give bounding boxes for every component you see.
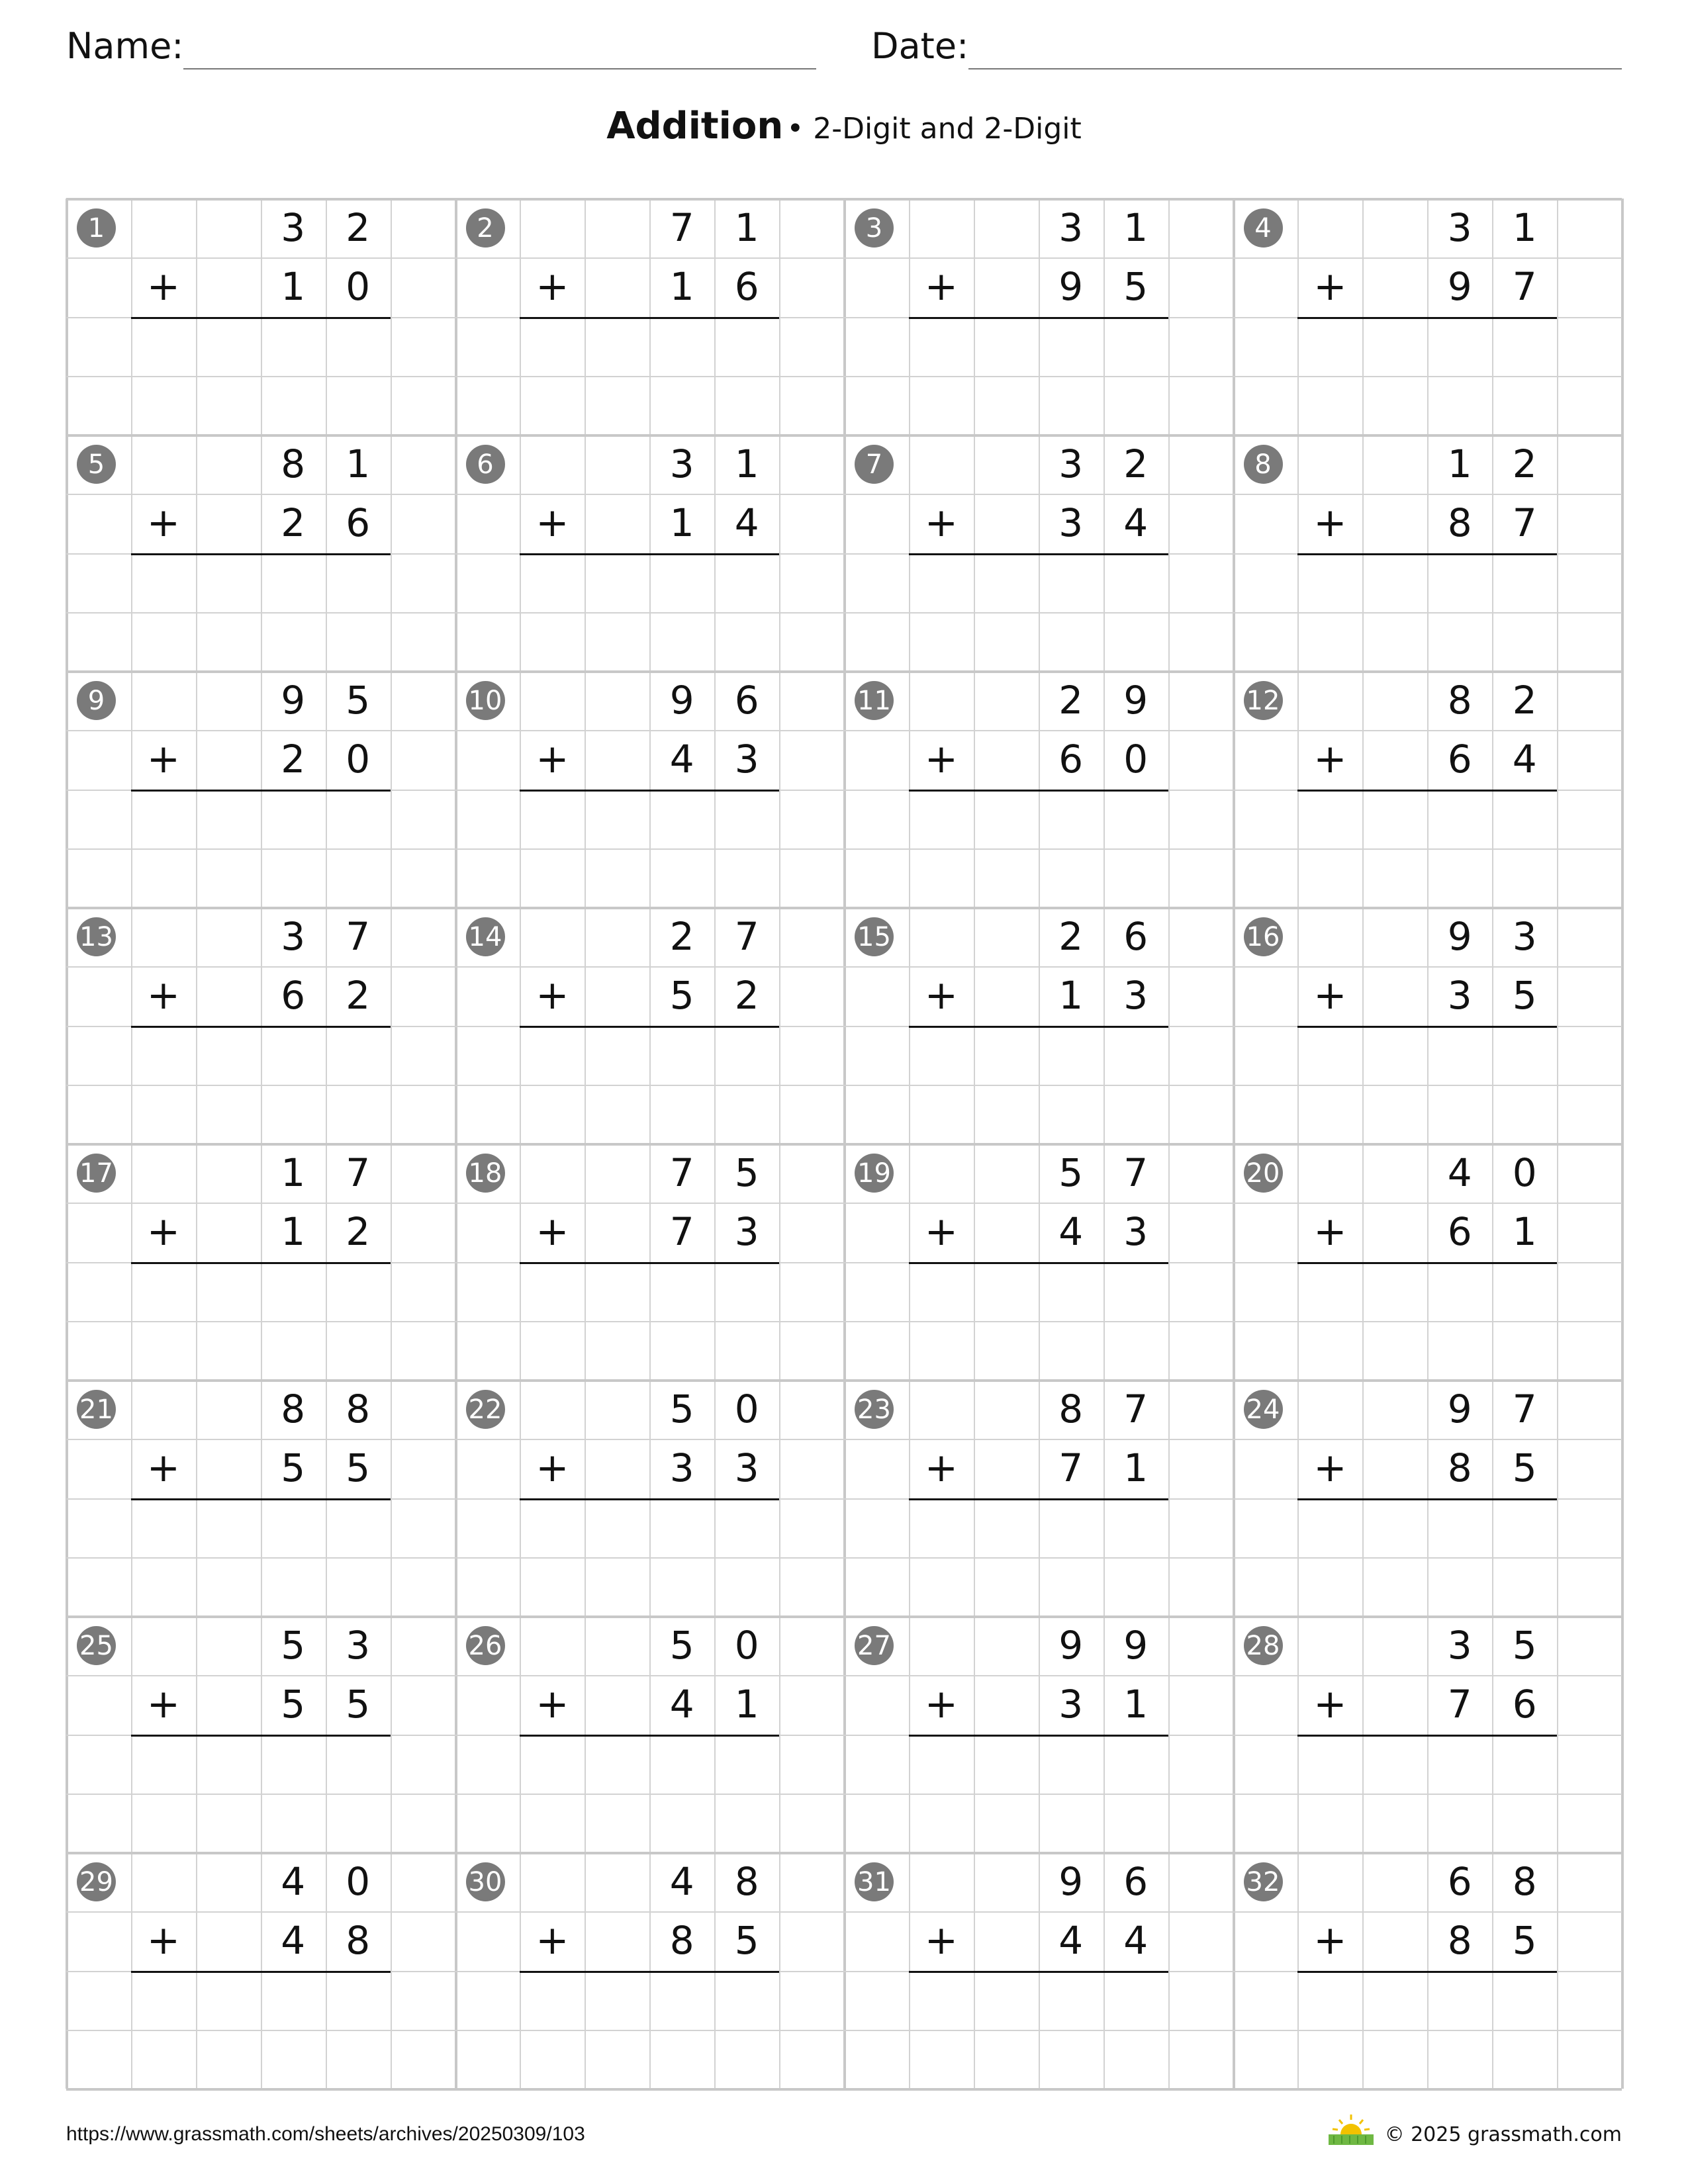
answer-area[interactable] (520, 1974, 779, 2087)
addend-top-digit: 4 (1447, 1150, 1472, 1195)
answer-area[interactable] (520, 1737, 779, 1850)
addend-bottom-digit: 7 (669, 1209, 694, 1255)
addend-top-digit: 7 (346, 914, 371, 959)
addend-top-digit: 7 (669, 1150, 694, 1195)
problem-number-badge: 5 (77, 445, 116, 484)
footer-url[interactable]: https://www.grassmath.com/sheets/archives/20250309/103 (66, 2123, 585, 2145)
answer-area[interactable] (1297, 792, 1557, 905)
addend-top-digit: 7 (1123, 1387, 1149, 1432)
addend-bottom-digit: 4 (669, 737, 694, 782)
plus-sign: + (1313, 1917, 1347, 1964)
answer-line (909, 317, 1168, 319)
addend-top-digit: 1 (734, 205, 759, 250)
plus-sign: + (1313, 736, 1347, 783)
addend-top-digit: 2 (1123, 441, 1149, 486)
addend-top-digit: 2 (1058, 914, 1084, 959)
addend-top-digit: 1 (281, 1150, 306, 1195)
addend-bottom-digit: 5 (346, 1445, 371, 1491)
answer-area[interactable] (131, 1501, 391, 1614)
plus-sign: + (146, 1681, 181, 1728)
problem-number-badge: 12 (1244, 681, 1283, 720)
problem-number-badge: 6 (466, 445, 505, 484)
answer-line (520, 1735, 779, 1737)
addend-bottom-digit: 1 (734, 1682, 759, 1727)
addend-top-digit: 8 (346, 1387, 371, 1432)
addend-top-digit: 6 (1123, 914, 1149, 959)
addend-top-digit: 8 (1447, 678, 1472, 723)
plus-sign: + (1313, 1445, 1347, 1492)
plus-sign: + (536, 500, 569, 547)
plus-sign: + (924, 500, 959, 547)
plus-sign: + (1313, 263, 1347, 310)
answer-line (520, 1971, 779, 1973)
date-field[interactable] (968, 68, 1622, 69)
addend-top-digit: 2 (1512, 678, 1537, 723)
addend-bottom-digit: 5 (1123, 264, 1149, 310)
plus-sign: + (536, 1681, 569, 1728)
answer-area[interactable] (520, 1028, 779, 1142)
addend-bottom-digit: 3 (669, 1445, 694, 1491)
addend-top-digit: 5 (669, 1387, 694, 1432)
problem-block (844, 435, 1233, 671)
problem-number-badge: 15 (855, 917, 894, 956)
plus-sign: + (146, 263, 181, 310)
addend-bottom-digit: 3 (1447, 973, 1472, 1019)
addend-bottom-digit: 1 (281, 264, 306, 310)
addend-top-digit: 6 (734, 678, 759, 723)
problem-block (844, 1616, 1233, 1852)
problem-block (66, 907, 455, 1144)
addend-top-digit: 7 (734, 914, 759, 959)
addend-top-digit: 0 (734, 1623, 759, 1668)
addend-top-digit: 3 (1512, 914, 1537, 959)
answer-line (131, 1498, 391, 1500)
problem-block (1233, 1144, 1622, 1380)
answer-line (520, 1262, 779, 1264)
addend-bottom-digit: 1 (281, 1209, 306, 1255)
addend-bottom-digit: 1 (1512, 1209, 1537, 1255)
addend-bottom-digit: 3 (1123, 973, 1149, 1019)
addend-top-digit: 3 (281, 914, 306, 959)
addend-top-digit: 9 (1447, 1387, 1472, 1432)
addend-top-digit: 8 (734, 1859, 759, 1904)
addend-bottom-digit: 3 (1058, 1682, 1084, 1727)
problem-number-badge: 13 (77, 917, 116, 956)
addend-top-digit: 5 (1058, 1150, 1084, 1195)
problem-number-badge: 22 (466, 1390, 505, 1429)
answer-area[interactable] (909, 1974, 1168, 2087)
addend-bottom-digit: 5 (669, 973, 694, 1019)
answer-line (1297, 1026, 1557, 1028)
addend-top-digit: 9 (281, 678, 306, 723)
addend-bottom-digit: 5 (734, 1918, 759, 1964)
problem-number-badge: 19 (855, 1154, 894, 1193)
sun-over-grass-logo-icon (1327, 2113, 1375, 2146)
addend-top-digit: 2 (1512, 441, 1537, 486)
addend-bottom-digit: 2 (281, 500, 306, 546)
addend-top-digit: 4 (281, 1859, 306, 1904)
problem-number-badge: 21 (77, 1390, 116, 1429)
addend-top-digit: 9 (1447, 914, 1472, 959)
addend-bottom-digit: 2 (281, 737, 306, 782)
addend-bottom-digit: 4 (669, 1682, 694, 1727)
addend-top-digit: 9 (1058, 1623, 1084, 1668)
answer-line (909, 1971, 1168, 1973)
addend-top-digit: 1 (1447, 441, 1472, 486)
problem-number-badge: 25 (77, 1626, 116, 1665)
answer-line (520, 1498, 779, 1500)
answer-line (131, 1262, 391, 1264)
addend-top-digit: 5 (281, 1623, 306, 1668)
addend-bottom-digit: 4 (1123, 1918, 1149, 1964)
problem-block (844, 1852, 1233, 2089)
problem-block (1233, 199, 1622, 435)
addend-bottom-digit: 6 (734, 264, 759, 310)
addend-top-digit: 2 (669, 914, 694, 959)
answer-line (131, 1735, 391, 1737)
plus-sign: + (924, 1681, 959, 1728)
plus-sign: + (924, 263, 959, 310)
title-main: Addition (606, 105, 784, 148)
problem-number-badge: 11 (855, 681, 894, 720)
answer-line (909, 1262, 1168, 1264)
addend-top-digit: 3 (1058, 441, 1084, 486)
addend-top-digit: 1 (1512, 205, 1537, 250)
addend-top-digit: 1 (1123, 205, 1149, 250)
answer-area[interactable] (1297, 320, 1557, 433)
problem-block (66, 1852, 455, 2089)
addend-top-digit: 5 (1512, 1623, 1537, 1668)
problem-block (1233, 1616, 1622, 1852)
addend-bottom-digit: 5 (346, 1682, 371, 1727)
addend-bottom-digit: 4 (1058, 1209, 1084, 1255)
answer-area[interactable] (1297, 1265, 1557, 1378)
addend-bottom-digit: 6 (1058, 737, 1084, 782)
addend-bottom-digit: 8 (1447, 1445, 1472, 1491)
plus-sign: + (536, 263, 569, 310)
addend-bottom-digit: 6 (1512, 1682, 1537, 1727)
problem-block (66, 671, 455, 907)
answer-area[interactable] (909, 320, 1168, 433)
addend-bottom-digit: 5 (1512, 1445, 1537, 1491)
addend-top-digit: 3 (669, 441, 694, 486)
answer-line (520, 317, 779, 319)
problem-number-badge: 3 (855, 208, 894, 248)
addend-bottom-digit: 8 (1447, 1918, 1472, 1964)
addend-bottom-digit: 7 (1058, 1445, 1084, 1491)
addend-bottom-digit: 1 (669, 500, 694, 546)
plus-sign: + (924, 1917, 959, 1964)
plus-sign: + (146, 1208, 181, 1255)
answer-area[interactable] (1297, 1737, 1557, 1850)
problem-grid (66, 199, 1622, 2089)
problem-number-badge: 18 (466, 1154, 505, 1193)
answer-area[interactable] (1297, 1501, 1557, 1614)
answer-line (1297, 790, 1557, 792)
addend-bottom-digit: 7 (1512, 500, 1537, 546)
answer-line (520, 1026, 779, 1028)
plus-sign: + (924, 972, 959, 1019)
addend-top-digit: 8 (281, 441, 306, 486)
addend-top-digit: 7 (669, 205, 694, 250)
answer-area[interactable] (909, 1265, 1168, 1378)
problem-number-badge: 14 (466, 917, 505, 956)
problem-block (66, 435, 455, 671)
addend-top-digit: 4 (669, 1859, 694, 1904)
addend-bottom-digit: 8 (669, 1918, 694, 1964)
addend-bottom-digit: 3 (1058, 500, 1084, 546)
problem-number-badge: 32 (1244, 1862, 1283, 1901)
problem-block (1233, 435, 1622, 671)
plus-sign: + (1313, 972, 1347, 1019)
addend-bottom-digit: 6 (1447, 1209, 1472, 1255)
problem-number-badge: 17 (77, 1154, 116, 1193)
footer-copyright: © 2025 grassmath.com (1384, 2123, 1622, 2146)
addend-bottom-digit: 7 (1447, 1682, 1472, 1727)
date-label: Date: (871, 25, 969, 67)
plus-sign: + (146, 736, 181, 783)
answer-line (131, 553, 391, 555)
addend-top-digit: 3 (281, 205, 306, 250)
answer-area[interactable] (520, 1265, 779, 1378)
addend-bottom-digit: 8 (1447, 500, 1472, 546)
problem-number-badge: 8 (1244, 445, 1283, 484)
name-field[interactable] (183, 68, 816, 69)
addend-bottom-digit: 3 (734, 1445, 759, 1491)
addend-top-digit: 7 (1512, 1387, 1537, 1432)
answer-line (520, 553, 779, 555)
problem-number-badge: 23 (855, 1390, 894, 1429)
plus-sign: + (536, 1445, 569, 1492)
answer-area[interactable] (1297, 1028, 1557, 1142)
addend-top-digit: 1 (734, 441, 759, 486)
answer-line (131, 790, 391, 792)
plus-sign: + (146, 1445, 181, 1492)
addend-bottom-digit: 0 (1123, 737, 1149, 782)
problem-block (66, 1616, 455, 1852)
addend-bottom-digit: 1 (1058, 973, 1084, 1019)
plus-sign: + (924, 1208, 959, 1255)
plus-sign: + (146, 500, 181, 547)
addend-top-digit: 2 (1058, 678, 1084, 723)
plus-sign: + (1313, 1208, 1347, 1255)
addend-top-digit: 9 (669, 678, 694, 723)
answer-area[interactable] (131, 556, 391, 669)
answer-area[interactable] (520, 1501, 779, 1614)
addend-top-digit: 6 (1447, 1859, 1472, 1904)
problem-block (66, 199, 455, 435)
name-label: Name: (66, 25, 184, 67)
problem-block (1233, 1852, 1622, 2089)
plus-sign: + (146, 1917, 181, 1964)
problem-block (1233, 907, 1622, 1144)
addend-bottom-digit: 5 (1512, 1918, 1537, 1964)
answer-line (131, 1971, 391, 1973)
addend-top-digit: 6 (1123, 1859, 1149, 1904)
problem-number-badge: 9 (77, 681, 116, 720)
addend-bottom-digit: 7 (1512, 264, 1537, 310)
addend-top-digit: 7 (346, 1150, 371, 1195)
problem-number-badge: 16 (1244, 917, 1283, 956)
answer-area[interactable] (131, 1737, 391, 1850)
answer-line (520, 790, 779, 792)
answer-area[interactable] (131, 1028, 391, 1142)
answer-line (131, 317, 391, 319)
problem-number-badge: 28 (1244, 1626, 1283, 1665)
addend-top-digit: 0 (734, 1387, 759, 1432)
problem-number-badge: 30 (466, 1862, 505, 1901)
answer-line (1297, 1971, 1557, 1973)
addend-bottom-digit: 0 (346, 737, 371, 782)
addend-bottom-digit: 8 (346, 1918, 371, 1964)
addend-top-digit: 5 (669, 1623, 694, 1668)
addend-bottom-digit: 5 (1512, 973, 1537, 1019)
addend-bottom-digit: 3 (1123, 1209, 1149, 1255)
addend-bottom-digit: 0 (346, 264, 371, 310)
answer-line (909, 1026, 1168, 1028)
addend-top-digit: 8 (281, 1387, 306, 1432)
problem-block (455, 671, 845, 907)
addend-bottom-digit: 1 (1123, 1682, 1149, 1727)
plus-sign: + (1313, 1681, 1347, 1728)
problem-block (844, 1144, 1233, 1380)
problem-block (455, 1616, 845, 1852)
addend-bottom-digit: 9 (1447, 264, 1472, 310)
addend-bottom-digit: 9 (1058, 264, 1084, 310)
addend-top-digit: 3 (1447, 205, 1472, 250)
problem-block (455, 435, 845, 671)
problem-block (455, 1380, 845, 1616)
plus-sign: + (146, 972, 181, 1019)
plus-sign: + (924, 736, 959, 783)
answer-area[interactable] (131, 1974, 391, 2087)
problem-number-badge: 10 (466, 681, 505, 720)
answer-line (1297, 1262, 1557, 1264)
answer-line (909, 790, 1168, 792)
answer-area[interactable] (909, 1737, 1168, 1850)
problem-number-badge: 4 (1244, 208, 1283, 248)
problem-block (844, 907, 1233, 1144)
title-subtitle: • 2-Digit and 2-Digit (786, 112, 1082, 146)
addend-bottom-digit: 4 (1058, 1918, 1084, 1964)
addend-top-digit: 5 (346, 678, 371, 723)
problem-number-badge: 7 (855, 445, 894, 484)
answer-area[interactable] (909, 556, 1168, 669)
answer-area[interactable] (909, 1028, 1168, 1142)
addend-bottom-digit: 6 (281, 973, 306, 1019)
addend-bottom-digit: 2 (346, 1209, 371, 1255)
problem-block (455, 1852, 845, 2089)
addend-top-digit: 0 (346, 1859, 371, 1904)
problem-number-badge: 24 (1244, 1390, 1283, 1429)
worksheet-title (0, 105, 1688, 148)
problem-number-badge: 29 (77, 1862, 116, 1901)
plus-sign: + (1313, 500, 1347, 547)
answer-line (909, 1735, 1168, 1737)
addend-top-digit: 5 (734, 1150, 759, 1195)
answer-area[interactable] (909, 1501, 1168, 1614)
answer-area[interactable] (520, 320, 779, 433)
problem-number-badge: 20 (1244, 1154, 1283, 1193)
answer-line (909, 1498, 1168, 1500)
addend-bottom-digit: 4 (1123, 500, 1149, 546)
addend-top-digit: 8 (1512, 1859, 1537, 1904)
plus-sign: + (536, 972, 569, 1019)
answer-area[interactable] (909, 792, 1168, 905)
addend-top-digit: 7 (1123, 1150, 1149, 1195)
addend-bottom-digit: 4 (734, 500, 759, 546)
problem-block (844, 671, 1233, 907)
plus-sign: + (536, 736, 569, 783)
problem-block (1233, 1380, 1622, 1616)
problem-number-badge: 27 (855, 1626, 894, 1665)
problem-block (66, 1380, 455, 1616)
addend-bottom-digit: 5 (281, 1682, 306, 1727)
addend-bottom-digit: 2 (346, 973, 371, 1019)
addend-top-digit: 3 (1447, 1623, 1472, 1668)
addend-top-digit: 0 (1512, 1150, 1537, 1195)
addend-bottom-digit: 4 (1512, 737, 1537, 782)
problem-block (1233, 671, 1622, 907)
addend-bottom-digit: 2 (734, 973, 759, 1019)
answer-line (1297, 1735, 1557, 1737)
addend-bottom-digit: 1 (669, 264, 694, 310)
addend-bottom-digit: 3 (734, 1209, 759, 1255)
plus-sign: + (536, 1208, 569, 1255)
addend-bottom-digit: 6 (346, 500, 371, 546)
addend-top-digit: 3 (346, 1623, 371, 1668)
addend-bottom-digit: 1 (1123, 1445, 1149, 1491)
problem-block (844, 199, 1233, 435)
answer-line (1297, 317, 1557, 319)
problem-number-badge: 26 (466, 1626, 505, 1665)
problem-block (455, 907, 845, 1144)
problem-block (455, 1144, 845, 1380)
addend-top-digit: 9 (1058, 1859, 1084, 1904)
answer-area[interactable] (520, 792, 779, 905)
answer-line (1297, 1498, 1557, 1500)
answer-line (1297, 553, 1557, 555)
addend-bottom-digit: 3 (734, 737, 759, 782)
answer-line (131, 1026, 391, 1028)
addend-bottom-digit: 6 (1447, 737, 1472, 782)
answer-area[interactable] (1297, 556, 1557, 669)
problem-block (455, 199, 845, 435)
problem-number-badge: 1 (77, 208, 116, 248)
addend-top-digit: 3 (1058, 205, 1084, 250)
answer-area[interactable] (520, 556, 779, 669)
problem-number-badge: 2 (466, 208, 505, 248)
addend-top-digit: 8 (1058, 1387, 1084, 1432)
plus-sign: + (924, 1445, 959, 1492)
addend-top-digit: 9 (1123, 1623, 1149, 1668)
answer-area[interactable] (131, 320, 391, 433)
addend-top-digit: 2 (346, 205, 371, 250)
answer-area[interactable] (131, 1265, 391, 1378)
problem-block (844, 1380, 1233, 1616)
problem-block (66, 1144, 455, 1380)
addend-top-digit: 9 (1123, 678, 1149, 723)
problem-number-badge: 31 (855, 1862, 894, 1901)
addend-bottom-digit: 5 (281, 1445, 306, 1491)
answer-line (909, 553, 1168, 555)
addend-top-digit: 1 (346, 441, 371, 486)
addend-bottom-digit: 4 (281, 1918, 306, 1964)
plus-sign: + (536, 1917, 569, 1964)
answer-area[interactable] (131, 792, 391, 905)
answer-area[interactable] (1297, 1974, 1557, 2087)
